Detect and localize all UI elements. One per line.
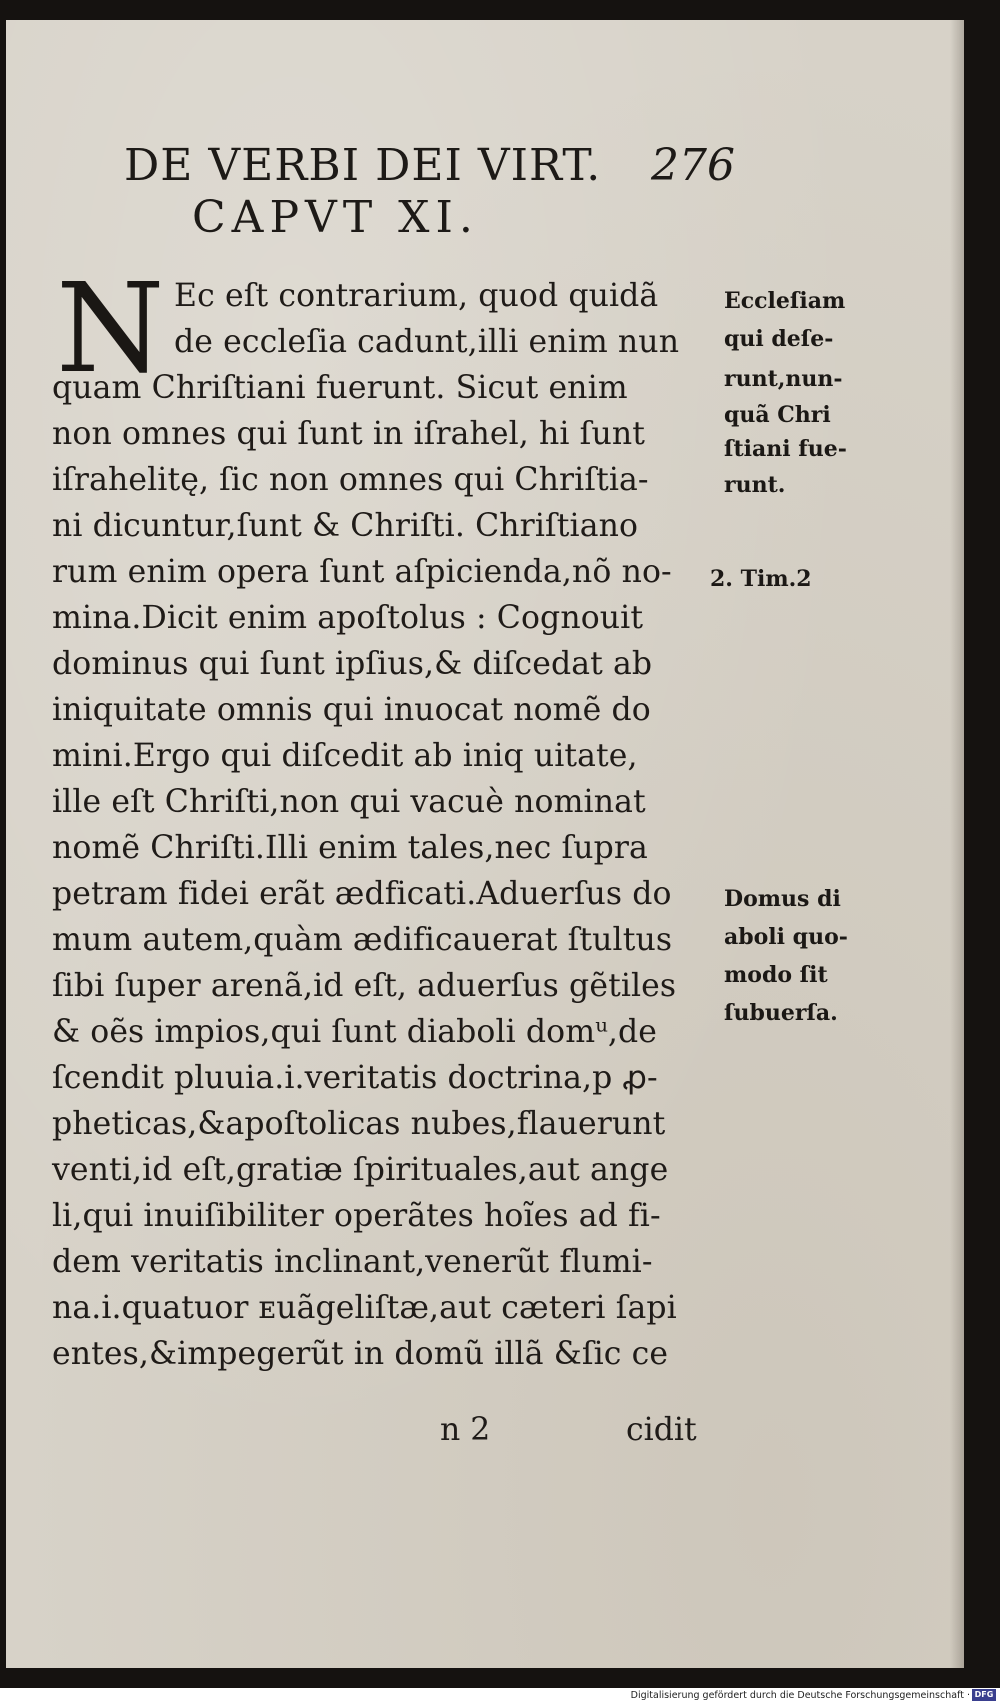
text-line: dem veritatis inclinant,venerũt flumi- bbox=[52, 1244, 653, 1280]
text-line: dominus qui ſunt ipſius,& diſcedat ab bbox=[52, 646, 653, 682]
text-line: iſrahelitę, ſic non omnes qui Chriſtia- bbox=[52, 462, 649, 498]
text-line: rum enim opera ſunt aſpicienda,nõ no- bbox=[52, 554, 672, 590]
marginal-note-line: qui deſe- bbox=[724, 326, 834, 352]
text-line: venti,id eſt,gratiæ ſpirituales,aut ange bbox=[52, 1152, 669, 1188]
text-line: ſibi ſuper arenã,id eſt, aduerſus gẽtiles bbox=[52, 968, 677, 1004]
catchword: cidit bbox=[626, 1412, 697, 1448]
text-line: na.i.quatuor ᴇuãgeliſtæ,aut cæteri ſapi bbox=[52, 1290, 677, 1326]
marginal-note-line: quã Chri bbox=[724, 402, 831, 428]
marginal-note-line: Eccleſiam bbox=[724, 288, 846, 314]
marginal-note-line: modo ſit bbox=[724, 962, 828, 988]
text-line: Ec eſt contrarium, quod quidã bbox=[174, 278, 659, 314]
text-line: mini.Ergo qui diſcedit ab iniq uitate, bbox=[52, 738, 638, 774]
marginal-note-line: aboli quo- bbox=[724, 924, 848, 950]
marginal-note-reference: 2. Tim.2 bbox=[710, 566, 812, 592]
text-line: & oẽs impios,qui ſunt diaboli domᵘ,de bbox=[52, 1014, 657, 1050]
text-line: mina.Dicit enim apoſtolus : Cognouit bbox=[52, 600, 644, 636]
chapter-title: CAPVT XI. bbox=[192, 192, 479, 243]
signature-mark: n 2 bbox=[440, 1412, 491, 1448]
book-page bbox=[6, 20, 964, 1668]
running-title: DE VERBI DEI VIRT. bbox=[124, 140, 602, 191]
marginal-note-line: runt,nun- bbox=[724, 366, 843, 392]
marginal-note-line: runt. bbox=[724, 472, 786, 498]
text-line: petram fidei erãt ædficati.Aduerſus do bbox=[52, 876, 672, 912]
text-line: li,qui inuiſibiliter operãtes hoĩes ad fi- bbox=[52, 1198, 661, 1234]
marginal-note-line: Domus di bbox=[724, 886, 841, 912]
marginal-note-line: ſtiani fue- bbox=[724, 436, 847, 462]
text-line: non omnes qui ſunt in iſrahel, hi ſunt bbox=[52, 416, 645, 452]
text-line: ſcendit pluuia.i.veritatis doctrina,p ꝓ- bbox=[52, 1060, 658, 1096]
text-line: mum autem,quàm ædificauerat ſtultus bbox=[52, 922, 673, 958]
text-line: ille eſt Chriſti,non qui vacuè nominat bbox=[52, 784, 646, 820]
drop-cap-initial: N bbox=[56, 257, 165, 401]
dfg-logo: DFG bbox=[972, 1689, 996, 1701]
page-number: 276 bbox=[651, 140, 735, 191]
text-line: nomẽ Chriſti.Illi enim tales,nec ſupra bbox=[52, 830, 648, 866]
text-line: iniquitate omnis qui inuocat nomẽ do bbox=[52, 692, 651, 728]
text-line: quam Chriſtiani fuerunt. Sicut enim bbox=[52, 370, 628, 406]
digitization-credit: Digitalisierung gefördert durch die Deutsche Forschungsgemeinschaft · bbox=[630, 1690, 970, 1701]
text-line: ni dicuntur,ſunt & Chriſti. Chriſtiano bbox=[52, 508, 639, 544]
text-line: entes,&impegerũt in domũ illã &ſic ce bbox=[52, 1336, 669, 1372]
text-line: pheticas,&apoſtolicas nubes,flauerunt bbox=[52, 1106, 666, 1142]
marginal-note-line: ſubuerſa. bbox=[724, 1000, 838, 1026]
text-line: de eccleſia cadunt,illi enim nun bbox=[174, 324, 680, 360]
